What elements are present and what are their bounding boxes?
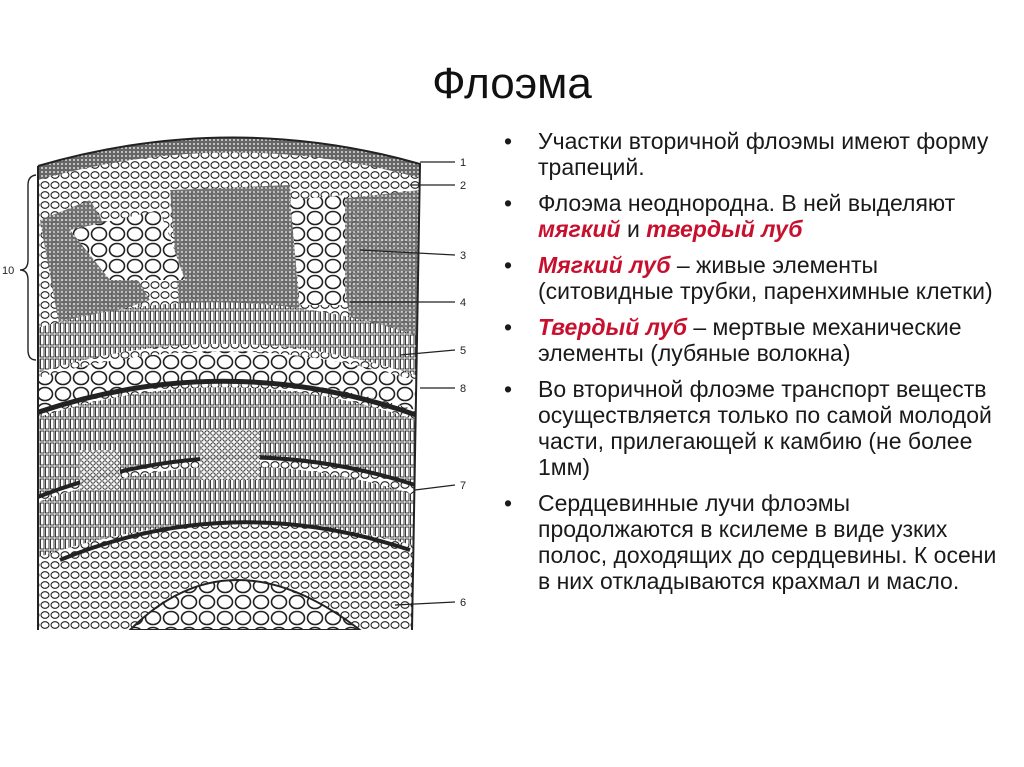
bullet-marker: • — [504, 490, 513, 516]
callout-label: 4 — [460, 297, 467, 309]
bullet-text: Во вторичной флоэме транспорт веществ осуществляется только по самой молодой части, прилегающей к камбию (не более 1мм) — [538, 376, 992, 480]
callout-label: 5 — [460, 345, 467, 357]
term-hard-bast-heading: Твердый луб — [538, 314, 687, 340]
term-soft-bast-heading: Мягкий луб — [538, 252, 671, 278]
bullet-marker: • — [504, 190, 513, 216]
bullet-marker: • — [504, 314, 513, 340]
stem-cross-section-drawing — [0, 130, 490, 630]
callout-label: 2 — [460, 180, 467, 192]
callout-label: 1 — [460, 157, 467, 169]
callout-label: 6 — [460, 597, 467, 609]
bullet-text: Сердцевинные лучи флоэмы продолжаются в ксилеме в виде узких полос, доходящих до сердцевины. К осени в них откладываются крахмал и масло. — [538, 490, 997, 594]
bracket — [20, 175, 36, 360]
term-soft-bast: мягкий — [538, 216, 621, 242]
term-hard-bast: твердый луб — [646, 216, 803, 242]
bullet-marker: • — [504, 376, 513, 402]
bracket-label: 10 — [2, 265, 15, 277]
bullet-item — [500, 376, 1000, 480]
bullet-list — [500, 128, 1000, 604]
callout-label: 7 — [460, 480, 467, 492]
callout-label: 8 — [460, 383, 467, 395]
callout-label: 3 — [460, 250, 467, 262]
slide-title: Флоэма — [432, 59, 592, 109]
bullet-item — [500, 128, 1000, 180]
bullet-marker: • — [504, 128, 513, 154]
bullet-item — [500, 314, 1000, 366]
bullet-text: Участки вторичной флоэмы имеют форму трапеций. — [538, 128, 989, 180]
bullet-text: и — [620, 216, 647, 242]
stem-cross-section-figure — [0, 130, 490, 630]
bullet-item — [500, 190, 1000, 242]
bullet-marker: • — [504, 252, 513, 278]
bullet-text: Флоэма неоднородна. В ней выделяют — [538, 190, 956, 216]
bullet-text: – живые элементы (ситовидные трубки, паренхимные клетки) — [538, 252, 993, 304]
bullet-item — [500, 252, 1000, 304]
bullet-item — [500, 490, 1000, 594]
bullet-text: – мертвые механические элементы (лубяные волокна) — [538, 314, 962, 366]
